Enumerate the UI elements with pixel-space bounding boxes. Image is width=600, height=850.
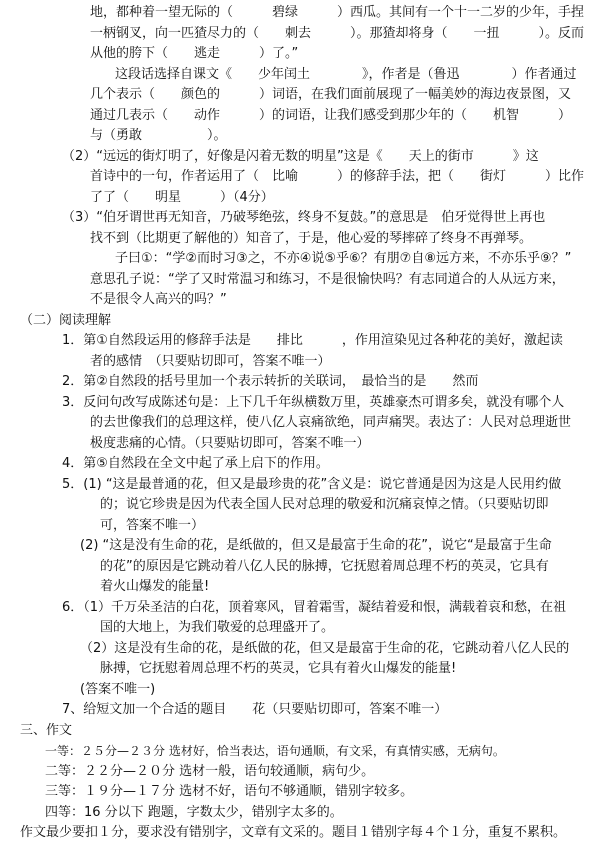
text-line: 一等：２５分—２３分 选材好，恰当表达，语句通顺，有文采，有真情实感，无病句。 xyxy=(45,744,505,758)
text-line: 不是很令人高兴的吗？” xyxy=(90,292,227,307)
text-line: 极度悲痛的心情。（只要贴切即可，答案不唯一） xyxy=(90,435,370,451)
text-line: 从他的胯下（ 逃走 ）了。” xyxy=(90,46,299,61)
text-line: （2）这是没有生命的花，是纸做的花，但又是最富于生命的花，它跳动着八亿人民的 xyxy=(80,640,570,656)
text-line: 者的感情 （只要贴切即可，答案不唯一） xyxy=(90,353,331,369)
text-line: 的；说它珍贵是因为代表全国人民对总理的敬爱和沉痛哀悼之情。（只要贴切即 xyxy=(100,497,549,512)
text-line: 一柄钢叉，向一匹猹尽力的（ 刺去 ）。那猹却将身（ 一扭 ）。反而 xyxy=(90,25,585,41)
section-heading: 三、作文 xyxy=(20,722,73,738)
text-line: 6．（1）千万朵圣洁的白花，顶着寒风，冒着霜雪，凝结着爱和恨，满载着哀和愁，在祖 xyxy=(62,599,567,615)
text-line: 首诗中的一句，作者运用了（ 比喻 ）的修辞手法，把（ 街灯 ）比作 xyxy=(90,169,585,184)
text-line: （2）“远远的街灯明了，好像是闪着无数的明星”这是《 天上的街市 》这 xyxy=(62,148,539,164)
text-line: 脉搏，它抚慰着周总理不朽的英灵，它具有着火山爆发的能量! xyxy=(100,661,457,676)
text-line: （3）“伯牙谓世再无知音，乃破琴绝弦，终身不复鼓。”的意思是 伯牙觉得世上再也 xyxy=(62,210,546,225)
text-line: 这段话选择自课文《 少年闰土 》，作者是（鲁迅 ）作者通过 xyxy=(115,66,577,82)
text-line: 着火山爆发的能量! xyxy=(100,579,210,594)
text-line: 地，都种着一望无际的（ 碧绿 ）西瓜。其间有一个十一二岁的少年，手捏 xyxy=(90,5,585,20)
text-line: 与（勇敢 ）。 xyxy=(90,128,227,143)
text-line: 二等：２２分—２０分 选材一般，语句较通顺，病句少。 xyxy=(45,763,375,779)
text-line: 2．第②自然段的括号里加一个表示转折的关联词， 最恰当的是 然而 xyxy=(62,374,479,389)
text-line: 7、给短文加一个合适的题目 花（只要贴切即可，答案不唯一） xyxy=(62,702,448,717)
text-line: 了了（ 明星 ）（4分） xyxy=(90,189,274,205)
text-line: 通过几表示（ 动作 ）的词语，让我们感受到那少年的（ 机智 ） xyxy=(90,107,572,123)
text-line: 1．第①自然段运用的修辞手法是 排比 ，作用渲染见过各种花的美好，激起读 xyxy=(62,333,563,348)
text-line: 可，答案不唯一） xyxy=(100,517,205,533)
text-line: 三等：１９分—１７分 选材不好，语句不够通顺，错别字较多。 xyxy=(45,784,414,799)
text-line: 国的大地上，为我们敬爱的总理盛开了。 xyxy=(100,620,335,635)
text-line: 5．(1) “这是最普通的花，但又是最珍贵的花”含义是：说它普通是因为这是人民用约做 xyxy=(62,476,562,492)
text-line: 意思孔子说：“学了又时常温习和练习，不是很愉快吗？有志同道合的人从远方来， xyxy=(90,271,565,287)
text-line: 的去世像我们的总理这样，使八亿人哀痛欲绝，同声痛哭。表达了：人民对总理逝世 xyxy=(90,415,572,430)
text-line: 找不到（比期更了解他的）知音了，于是，他心爱的琴摔碎了终身不再弹琴。 xyxy=(90,230,533,246)
text-line: 作文最少要扣１分，要求没有错别字，文章有文采的。题目１错别字每４个１分，重复不累积。 xyxy=(20,825,567,840)
text-line: 的花”的原因是它跳动着八亿人民的脉搏，它抚慰着周总理不朽的英灵，它具有 xyxy=(100,558,549,574)
text-line: 3．反问句改写成陈述句是：上下几千年纵横数万里，英雄豪杰可谓多矣，就没有哪个人 xyxy=(62,394,565,410)
section-heading: （二）阅读理解 xyxy=(20,312,112,328)
text-line: (答案不唯一) xyxy=(80,681,156,697)
text-line: (2) “这是没有生命的花，是纸做的，但又是最富于生命的花”，说它“是最富于生命 xyxy=(80,538,552,553)
text-line: 四等：16 分以下 跑题，字数太少，错别字太多的。 xyxy=(45,804,343,820)
text-line: 4．第⑤自然段在全文中起了承上启下的作用。 xyxy=(62,456,329,471)
text-line: 几个表示（ 颜色的 ）词语，在我们面前展现了一幅美妙的海边夜景图，又 xyxy=(90,87,572,102)
text-line: 子曰①：“学②而时习③之，不亦④说⑤乎⑥？有朋⑦自⑧远方来，不亦乐乎⑨？” xyxy=(115,251,572,266)
